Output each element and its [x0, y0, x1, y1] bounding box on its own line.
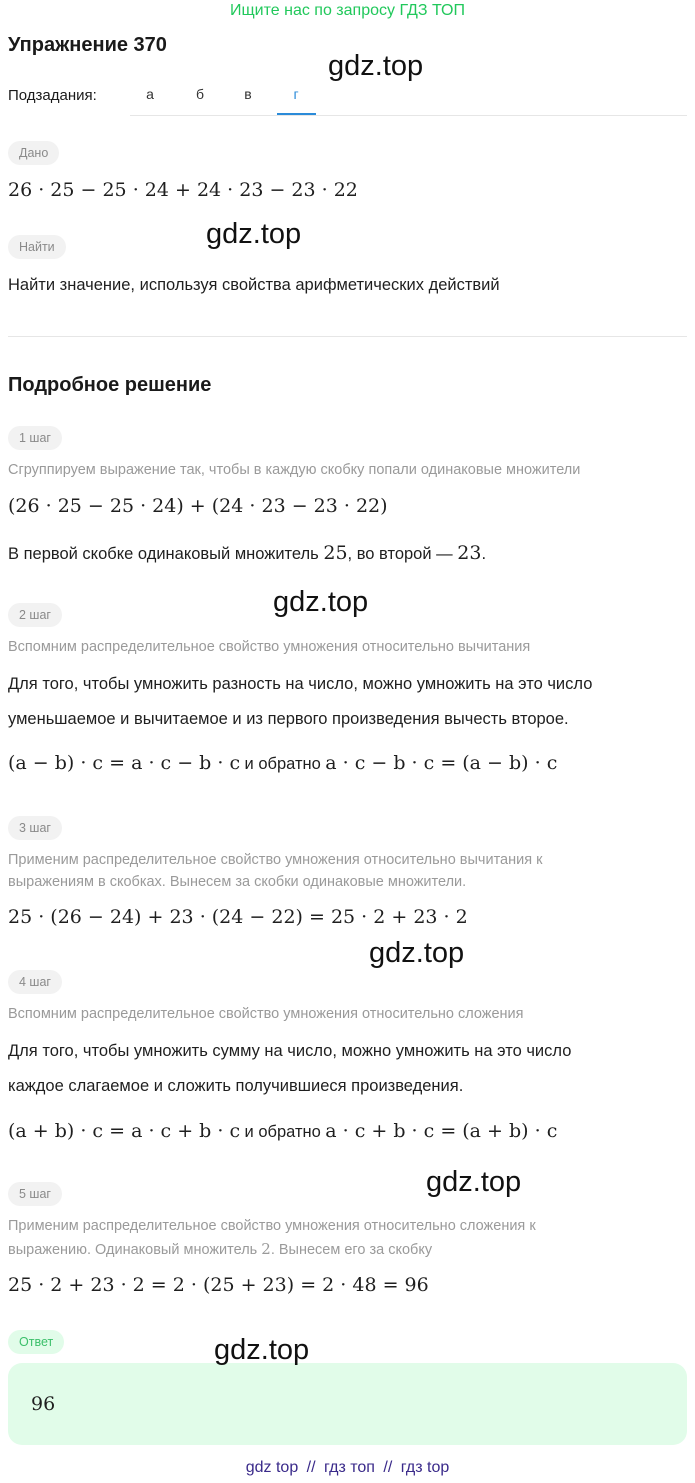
- answer-value: 96: [31, 1393, 56, 1415]
- watermark: gdz.top: [426, 1166, 522, 1198]
- step-4-connector: и обратно: [244, 1123, 321, 1141]
- footer-separator-2: //: [383, 1459, 393, 1476]
- given-expression: 26 · 25 − 25 · 24 + 24 · 23 − 23 · 22: [8, 179, 358, 201]
- step-1-value-b: 23: [457, 542, 482, 564]
- answer-box: [8, 1363, 687, 1445]
- step-2-connector: и обратно: [244, 755, 321, 773]
- search-banner: Ищите нас по запросу ГДЗ ТОП: [230, 2, 465, 19]
- tab-g[interactable]: г: [293, 86, 299, 102]
- step-1-text-c: .: [481, 545, 487, 563]
- step-5-pill: 5 шаг: [8, 1182, 62, 1206]
- footer-link-2[interactable]: гдз топ: [324, 1459, 375, 1476]
- tab-b[interactable]: б: [195, 86, 205, 102]
- step-1-text: [8, 542, 486, 564]
- subtasks-divider: [130, 115, 687, 116]
- step-5-expression: 25 · 2 + 23 · 2 = 2 · (25 + 23) = 2 · 48 = 96: [8, 1274, 429, 1296]
- step-2-line-1: Для того, чтобы умножить разность на число, можно умножить на это число: [8, 675, 593, 693]
- step-1-expression: (26 · 25 − 25 · 24) + (24 · 23 − 23 · 22): [8, 495, 388, 517]
- footer-separator-1: //: [306, 1459, 316, 1476]
- step-3-pill: 3 шаг: [8, 816, 62, 840]
- step-2-formula-right: a · c − b · c = (a − b) · c: [325, 752, 558, 774]
- step-5-hint-value: 2: [261, 1240, 271, 1258]
- step-2-formula-left: (a − b) · c = a · c − b · c: [8, 752, 241, 774]
- step-1-hint: Сгруппируем выражение так, чтобы в каждую скобку попали одинаковые множители: [8, 462, 581, 478]
- tab-v[interactable]: в: [244, 86, 252, 102]
- step-4-formula-left: (a + b) · c = a · c + b · c: [8, 1120, 241, 1142]
- step-4-line-2: каждое слагаемое и сложить получившиеся произведения.: [8, 1077, 464, 1095]
- step-1-text-a: В первой скобке одинаковый множитель: [8, 545, 319, 563]
- step-2-hint: Вспомним распределительное свойство умножения относительно вычитания: [8, 639, 531, 655]
- watermark: gdz.top: [273, 586, 369, 618]
- footer-link-1[interactable]: gdz top: [245, 1459, 299, 1476]
- step-4-formula-right: a · c + b · c = (a + b) · c: [325, 1120, 558, 1142]
- watermark: gdz.top: [206, 218, 302, 250]
- step-4-formula: [8, 1120, 557, 1142]
- subtasks-label: Подзадания:: [8, 87, 97, 104]
- step-5-hint-2b: . Вынесем его за скобку: [270, 1242, 433, 1258]
- step-1-pill: 1 шаг: [8, 426, 62, 450]
- step-2-pill: 2 шаг: [8, 603, 62, 627]
- tab-active-underline: [277, 113, 316, 115]
- watermark: gdz.top: [328, 50, 424, 82]
- step-4-pill: 4 шаг: [8, 970, 62, 994]
- watermark: gdz.top: [214, 1334, 310, 1366]
- step-5-hint-1: Применим распределительное свойство умножения относительно сложения к: [8, 1218, 536, 1234]
- footer-links: [0, 1459, 695, 1477]
- step-2-formula: [8, 752, 557, 774]
- find-text: Найти значение, используя свойства арифметических действий: [8, 276, 500, 294]
- step-2-line-2: уменьшаемое и вычитаемое и из первого произведения вычесть второе.: [8, 710, 569, 728]
- step-1-value-a: 25: [323, 542, 348, 564]
- step-3-expression: 25 · (26 − 24) + 23 · (24 − 22) = 25 · 2 + 23 · 2: [8, 906, 468, 928]
- step-5-hint-2: [8, 1240, 432, 1258]
- find-pill: Найти: [8, 235, 66, 259]
- step-3-hint-2: выражениям в скобках. Вынесем за скобки одинаковые множители.: [8, 874, 467, 890]
- given-pill: Дано: [8, 141, 59, 165]
- solution-title: Подробное решение: [8, 374, 212, 396]
- footer-link-3[interactable]: гдз top: [400, 1459, 450, 1476]
- step-5-hint-2a: выражению. Одинаковый множитель: [8, 1242, 258, 1258]
- watermark: gdz.top: [369, 937, 465, 969]
- step-4-hint: Вспомним распределительное свойство умножения относительно сложения: [8, 1006, 524, 1022]
- tab-a[interactable]: а: [146, 86, 154, 102]
- page-title: Упражнение 370: [8, 34, 167, 56]
- step-3-hint-1: Применим распределительное свойство умножения относительно вычитания к: [8, 852, 543, 868]
- section-divider: [8, 336, 687, 337]
- step-4-line-1: Для того, чтобы умножить сумму на число, можно умножить на это число: [8, 1042, 572, 1060]
- step-1-text-b: , во второй —: [347, 545, 453, 563]
- answer-pill: Ответ: [8, 1330, 64, 1354]
